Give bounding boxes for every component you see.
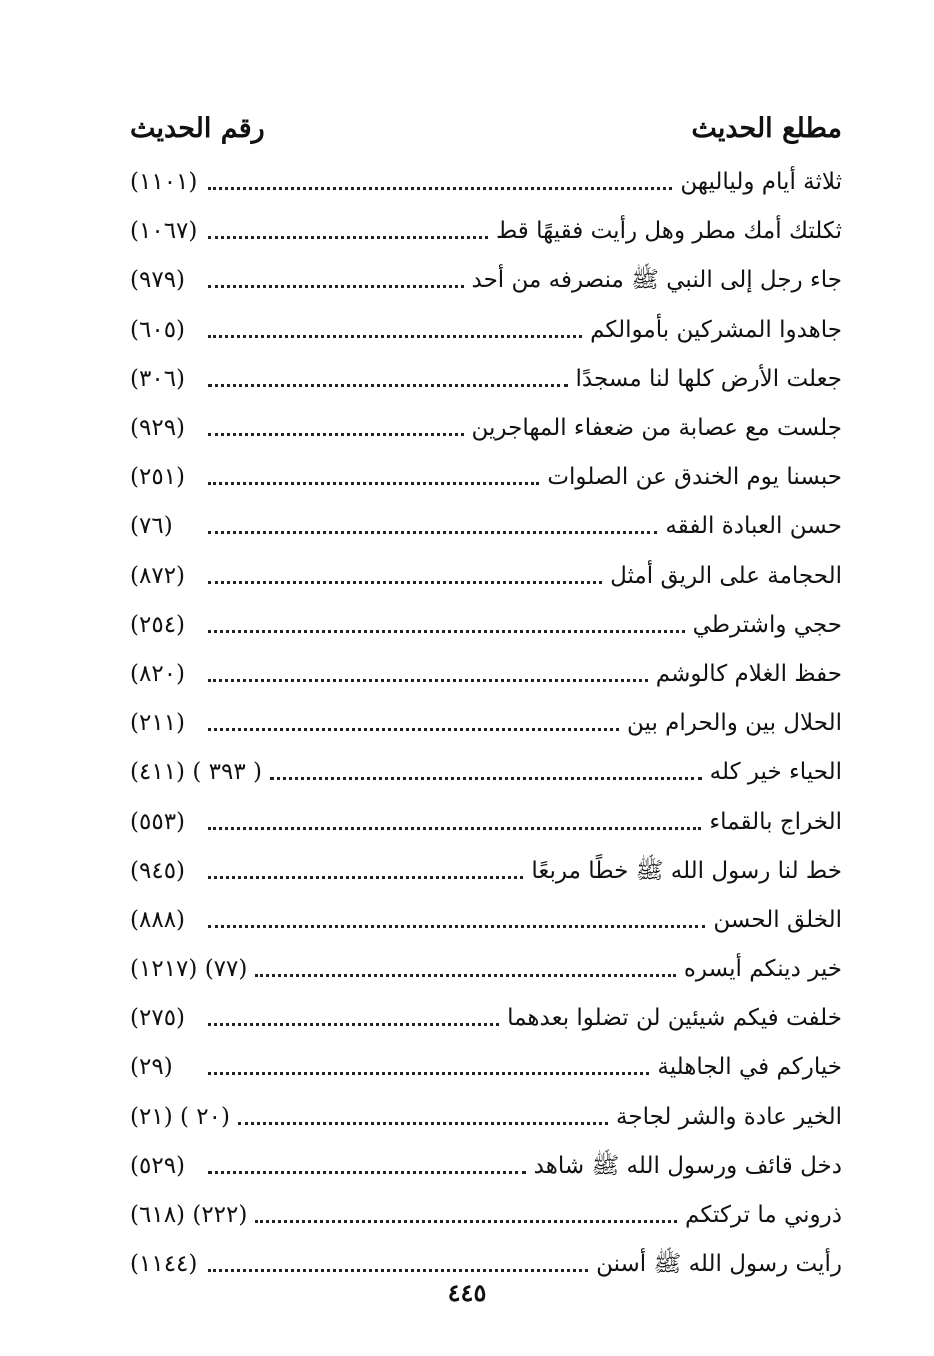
hadith-opening-text: جاهدوا المشركين بأموالكم (590, 316, 842, 343)
index-entry (130, 797, 842, 846)
index-entry (130, 502, 842, 551)
index-entry (130, 453, 842, 502)
hadith-number: (٣٠٦) (130, 365, 186, 392)
hadith-opening-text: دخل قائف ورسول الله ﷺ شاهد (533, 1152, 842, 1179)
hadith-number: (٧٧) (١٢١٧) (130, 956, 248, 983)
leader-dots (208, 285, 464, 288)
hadith-number-heading: رقم الحديث (130, 112, 265, 144)
index-entry (130, 1191, 842, 1240)
index-entry (130, 601, 842, 650)
column-headers (130, 108, 842, 148)
index-entry (130, 699, 842, 748)
hadith-opening-text: الحلال بين والحرام بين (627, 710, 842, 737)
hadith-opening-text: خير دينكم أيسره (683, 956, 842, 983)
hadith-number: (٢٥٤) (130, 611, 186, 638)
leader-dots (208, 236, 488, 239)
hadith-opening-text: حجي واشترطي (692, 611, 842, 638)
index-entry (130, 748, 842, 797)
hadith-opening-text: رأيت رسول الله ﷺ أسنن (596, 1251, 842, 1278)
page-number: ٤٤٥ (447, 1278, 487, 1307)
leader-dots (255, 974, 676, 977)
leader-dots (208, 1171, 526, 1174)
leader-dots (238, 1122, 608, 1125)
index-entry (130, 1142, 842, 1191)
hadith-opening-text: حبسنا يوم الخندق عن الصلوات (547, 464, 842, 491)
hadith-number: (٩٤٥) (130, 857, 186, 884)
hadith-number: (٥٥٣) (130, 808, 186, 835)
leader-dots (208, 925, 705, 928)
hadith-number: (٢٧٥) (130, 1005, 186, 1032)
leader-dots (255, 1220, 677, 1223)
index-entry (130, 1093, 842, 1142)
hadith-opening-text: خلفت فيكم شيئين لن تضلوا بعدهما (507, 1005, 842, 1032)
leader-dots (208, 384, 568, 387)
index-entry (130, 306, 842, 355)
index-list (130, 158, 842, 1289)
leader-dots (208, 531, 657, 534)
index-entry (130, 896, 842, 945)
index-entry (130, 945, 842, 994)
hadith-opening-text: جعلت الأرض كلها لنا مسجدًا (575, 365, 842, 392)
index-entry (130, 355, 842, 404)
hadith-number: (٩٢٩) (130, 415, 186, 442)
hadith-number: (٧٦) (130, 513, 173, 540)
index-entry (130, 158, 842, 207)
index-entry (130, 847, 842, 896)
leader-dots (208, 679, 648, 682)
leader-dots (208, 1023, 499, 1026)
hadith-number: (٩٧٩) (130, 267, 186, 294)
hadith-number: (٨٨٨) (130, 906, 186, 933)
leader-dots (208, 433, 464, 436)
index-entry (130, 1043, 842, 1092)
index-entry (130, 207, 842, 256)
leader-dots (208, 581, 602, 584)
hadith-opening-text: الحياء خير كله (709, 759, 842, 786)
leader-dots (208, 728, 619, 731)
index-entry (130, 994, 842, 1043)
hadith-number: (١٠٦٧) (130, 218, 198, 245)
hadith-number: (٢٩) (130, 1054, 173, 1081)
hadith-opening-text: حفظ الغلام كالوشم (655, 660, 842, 687)
hadith-number: (٢١١) (130, 710, 186, 737)
hadith-number: (٢٠ ) (٢١) (130, 1103, 230, 1130)
hadith-opening-text: خط لنا رسول الله ﷺ خطًا مربعًا (531, 857, 842, 884)
hadith-opening-text: حسن العبادة الفقه (665, 513, 842, 540)
hadith-opening-text: ثلاثة أيام ولياليهن (680, 169, 842, 196)
leader-dots (208, 827, 701, 830)
leader-dots (208, 876, 523, 879)
hadith-number: (٢٥١) (130, 464, 186, 491)
hadith-opening-text: جلست مع عصابة من ضعفاء المهاجرين (471, 415, 842, 442)
index-entry (130, 256, 842, 305)
leader-dots (208, 187, 672, 190)
hadith-number: (٨٧٢) (130, 562, 186, 589)
hadith-opening-text: ذروني ما تركتكم (685, 1202, 842, 1229)
hadith-number: (٦٠٥) (130, 316, 186, 343)
hadith-opening-text: الخراج بالقماء (709, 808, 842, 835)
leader-dots (208, 482, 539, 485)
hadith-number: (١١٠١) (130, 169, 198, 196)
hadith-opening-text: الحجامة على الريق أمثل (610, 562, 842, 589)
hadith-opening-text: ثكلتك أمك مطر وهل رأيت فقيهًا قط (495, 218, 842, 245)
leader-dots (208, 1269, 588, 1272)
leader-dots (208, 1072, 649, 1075)
hadith-number: (٥٢٩) (130, 1152, 186, 1179)
hadith-number: (٨٢٠) (130, 660, 186, 687)
hadith-number: (٢٢٢) (٦١٨) (130, 1202, 248, 1229)
index-entry (130, 650, 842, 699)
hadith-number: ( ٣٩٣ ) (٤١١) (130, 759, 262, 786)
hadith-opening-text: الخلق الحسن (713, 906, 842, 933)
hadith-start-heading: مطلع الحديث (691, 112, 842, 144)
index-entry (130, 552, 842, 601)
leader-dots (208, 630, 685, 633)
hadith-opening-text: الخير عادة والشر لجاجة (616, 1103, 842, 1130)
leader-dots (270, 777, 702, 780)
leader-dots (208, 335, 582, 338)
index-entry (130, 404, 842, 453)
hadith-number: (١١٤٤) (130, 1251, 198, 1278)
hadith-opening-text: خياركم في الجاهلية (657, 1054, 842, 1081)
hadith-opening-text: جاء رجل إلى النبي ﷺ منصرفه من أحد (471, 267, 842, 294)
